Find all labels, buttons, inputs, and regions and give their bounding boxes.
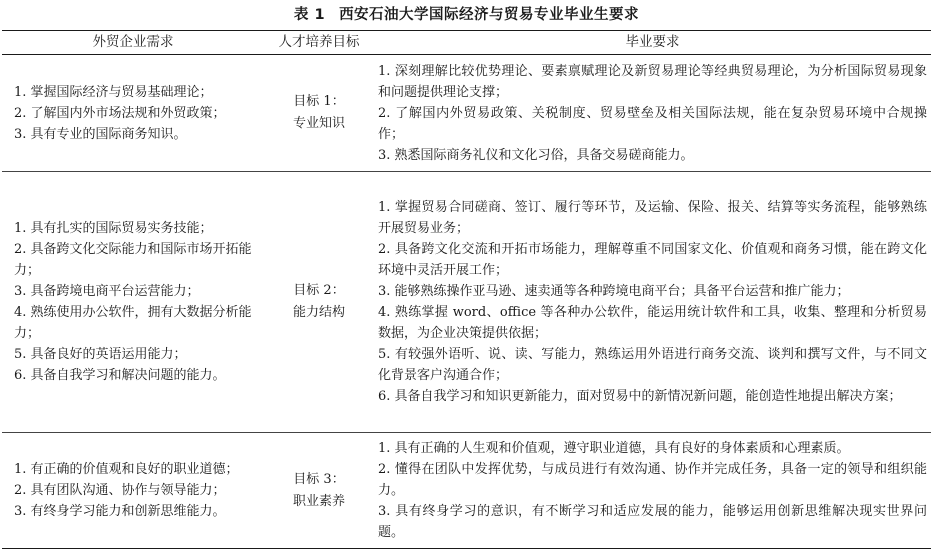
enterprise-needs-cell xyxy=(2,55,264,172)
requirement-item: 6. 具备自我学习和知识更新能力，面对贸易中的新情况新问题，能创造性地提出解决方案； xyxy=(378,389,902,404)
need-item: 3. 具备跨境电商平台运营能力； xyxy=(14,284,200,299)
need-item: 4. 熟练使用办公软件，拥有大数据分析能力； xyxy=(14,305,252,341)
requirement-item: 1. 具有正确的人生观和价值观，遵守职业道德，具有良好的身体素质和心理素质。 xyxy=(378,441,850,456)
need-item: 2. 了解国内外市场法规和外贸政策； xyxy=(14,105,226,121)
goal-label: 目标 1： xyxy=(293,94,345,109)
need-item: 3. 有终身学习能力和创新思维能力。 xyxy=(14,504,226,519)
requirement-item: 3. 能够熟练操作亚马逊、速卖通等各种跨境电商平台；具备平台运营和推广能力； xyxy=(378,284,850,299)
goal-name: 专业知识 xyxy=(292,116,345,131)
training-goal-cell xyxy=(264,172,374,433)
graduation-requirements-cell xyxy=(374,55,931,172)
header-graduation-requirements: 毕业要求 xyxy=(374,31,931,55)
requirement-item: 2. 懂得在团队中发挥优势，与成员进行有效沟通、协作并完成任务，具备一定的领导和组织能力。 xyxy=(378,462,927,498)
need-item: 1. 有正确的价值观和良好的职业道德； xyxy=(14,462,239,477)
enterprise-needs-cell xyxy=(2,433,264,549)
table-title: 西安石油大学国际经济与贸易专业毕业生要求 xyxy=(339,7,640,23)
requirement-item: 2. 具备跨文化交流和开拓市场能力，理解尊重不同国家文化、价值观和商务习惯，能在跨文化环境中灵活开展工作； xyxy=(378,242,927,278)
header-enterprise-needs: 外贸企业需求 xyxy=(2,31,264,55)
requirement-item: 5. 有较强外语听、说、读、写能力，熟练运用外语进行商务交流、谈判和撰写文件，与不同文化背景客户沟通合作； xyxy=(378,347,927,383)
goal-label: 目标 2： xyxy=(293,283,345,298)
need-item: 2. 具有团队沟通、协作与领导能力； xyxy=(14,483,226,498)
requirement-item: 1. 深刻理解比较优势理论、要素禀赋理论及新贸易理论等经典贸易理论，为分析国际贸易现象和问题提供理论支撑； xyxy=(378,63,927,100)
requirement-item: 3. 具有终身学习的意识，有不断学习和适应发展的能力，能够运用创新思维解决现实世界问题。 xyxy=(378,504,927,540)
need-item: 1. 具有扎实的国际贸易实务技能； xyxy=(14,221,213,236)
table-row xyxy=(2,172,931,433)
goal-label: 目标 3： xyxy=(293,471,345,487)
graduation-requirements-table xyxy=(2,30,931,549)
need-item: 2. 具备跨文化交际能力和国际市场开拓能力； xyxy=(14,242,252,278)
enterprise-needs-cell xyxy=(2,172,264,433)
need-item: 5. 具备良好的英语运用能力； xyxy=(14,347,187,362)
need-item: 1. 掌握国际经济与贸易基础理论； xyxy=(14,84,213,100)
header-training-goal: 人才培养目标 xyxy=(264,31,374,55)
table-row xyxy=(2,55,931,172)
header-row xyxy=(2,31,931,55)
requirement-item: 3. 熟悉国际商务礼仪和文化习俗，具备交易磋商能力。 xyxy=(378,147,694,163)
goal-name: 职业素养 xyxy=(292,493,345,509)
training-goal-cell xyxy=(264,55,374,172)
requirement-item: 4. 熟练掌握 word、office 等各种办公软件，能运用统计软件和工具，收集、整理和分析贸易数据，为企业决策提供依据； xyxy=(378,305,927,341)
graduation-requirements-cell xyxy=(374,172,931,433)
table-caption xyxy=(2,0,931,30)
goal-name: 能力结构 xyxy=(292,305,345,320)
training-goal-cell xyxy=(264,433,374,549)
graduation-requirements-cell xyxy=(374,433,931,549)
requirement-item: 2. 了解国内外贸易政策、关税制度、贸易壁垒及相关国际法规，能在复杂贸易环境中合规操作； xyxy=(378,105,927,142)
need-item: 3. 具有专业的国际商务知识。 xyxy=(14,126,187,142)
need-item: 6. 具备自我学习和解决问题的能力。 xyxy=(14,368,226,383)
requirement-item: 1. 掌握贸易合同磋商、签订、履行等环节，及运输、保险、报关、结算等实务流程，能够熟练开展贸易业务； xyxy=(378,200,927,236)
table-number: 表 1 xyxy=(293,7,326,23)
table-row xyxy=(2,433,931,549)
